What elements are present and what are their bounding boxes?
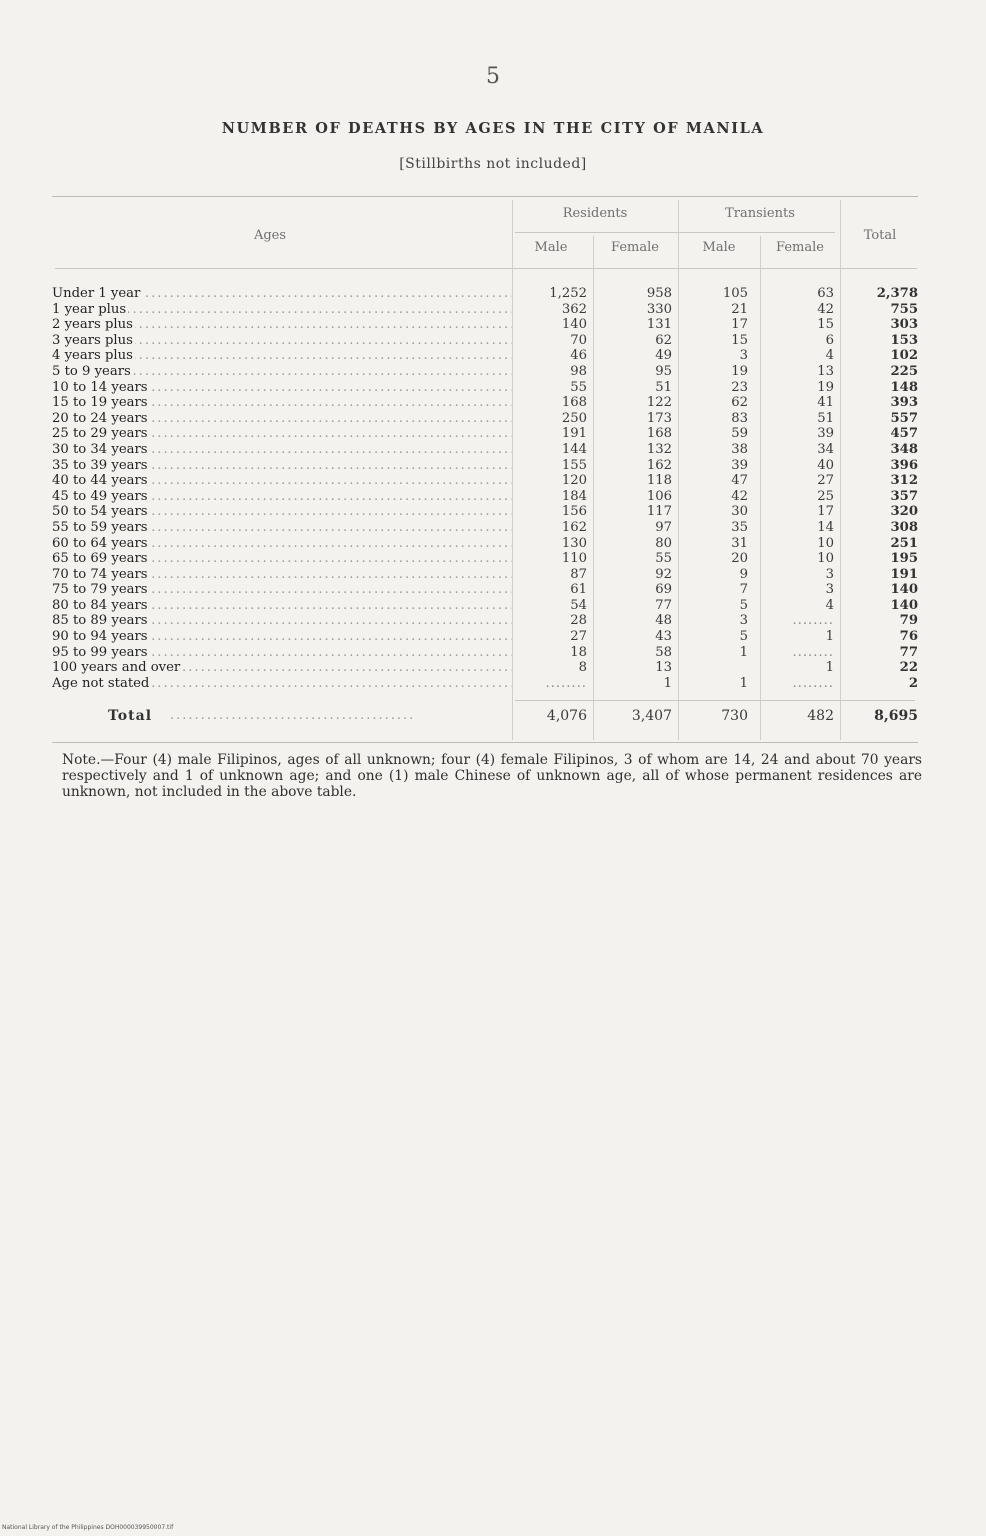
- table-row: [52, 660, 918, 676]
- residents-female-cell: 330: [646, 301, 672, 317]
- table-row: [52, 551, 918, 567]
- table-row: [52, 348, 918, 364]
- residents-male-cell: 155: [561, 457, 587, 473]
- age-cell: [52, 395, 512, 411]
- transients-female-cell: 14: [817, 519, 834, 535]
- residents-female-cell: 1: [663, 675, 672, 691]
- transients-female-cell: 41: [817, 395, 834, 411]
- residents-male-cell: 144: [561, 441, 587, 457]
- transients-male-cell: 30: [731, 504, 748, 520]
- header-residents-female: Female: [611, 240, 659, 255]
- header-residents: Residents: [562, 206, 628, 221]
- residents-female-cell: 62: [655, 332, 672, 348]
- transients-female-cell: 13: [817, 363, 834, 379]
- table-total-row: [52, 708, 918, 728]
- age-cell: [52, 551, 512, 567]
- row-total-cell: 308: [890, 519, 918, 535]
- age-cell: [52, 364, 512, 380]
- total-label: Total: [108, 708, 153, 724]
- scan-footer: National Library of the Philippines DOH000039950007.tif: [2, 1524, 174, 1531]
- row-total-cell: 393: [890, 395, 918, 411]
- row-total-cell: 22: [899, 660, 918, 676]
- row-total-cell: 312: [890, 473, 918, 489]
- header-ages: Ages: [253, 228, 287, 243]
- age-label: 65 to 69 years: [52, 551, 148, 567]
- table-row: [52, 411, 918, 427]
- transients-female-cell: 39: [817, 426, 834, 442]
- residents-female-cell: 168: [646, 426, 672, 442]
- transients-female-cell: ........: [792, 613, 834, 629]
- age-cell: [52, 317, 512, 333]
- transients-female-cell: 40: [817, 457, 834, 473]
- row-total-cell: 303: [890, 317, 918, 333]
- transients-female-cell: 1: [825, 629, 834, 645]
- transients-female-cell: 51: [817, 410, 834, 426]
- table-row: [52, 317, 918, 333]
- transients-female-cell: ........: [792, 644, 834, 660]
- table-row: [52, 442, 918, 458]
- transients-male-cell: 31: [731, 535, 748, 551]
- total-transients-male: 730: [721, 708, 748, 724]
- table-row: [52, 629, 918, 645]
- age-cell: [52, 458, 512, 474]
- row-total-cell: 348: [890, 441, 918, 457]
- age-cell: [52, 660, 512, 676]
- row-total-cell: 320: [890, 504, 918, 520]
- residents-male-cell: 120: [561, 473, 587, 489]
- residents-male-cell: 362: [561, 301, 587, 317]
- total-residents-male: 4,076: [546, 708, 587, 724]
- transients-female-cell: 17: [817, 504, 834, 520]
- transients-female-cell: 4: [825, 597, 834, 613]
- transients-female-cell: 3: [825, 582, 834, 598]
- transients-male-cell: 9: [739, 566, 748, 582]
- transients-male-cell: 7: [739, 582, 748, 598]
- transients-male-cell: 5: [739, 597, 748, 613]
- table-row: [52, 302, 918, 318]
- residents-male-cell: 98: [570, 363, 587, 379]
- transients-male-cell: 3: [739, 348, 748, 364]
- row-total-cell: 251: [890, 535, 918, 551]
- residents-female-cell: 122: [646, 395, 672, 411]
- transients-male-cell: 35: [731, 519, 748, 535]
- table-row: [52, 380, 918, 396]
- residents-male-cell: 61: [570, 582, 587, 598]
- residents-male-cell: 54: [570, 597, 587, 613]
- table-row: [52, 567, 918, 583]
- transients-male-cell: 1: [739, 644, 748, 660]
- row-total-cell: 148: [890, 379, 918, 395]
- transients-female-cell: 34: [817, 441, 834, 457]
- residents-male-cell: 110: [561, 551, 587, 567]
- row-total-cell: 153: [890, 332, 918, 348]
- age-cell: [52, 442, 512, 458]
- residents-female-cell: 49: [655, 348, 672, 364]
- leader-dots: ........................................: [170, 708, 416, 723]
- transients-female-cell: 63: [817, 286, 834, 301]
- age-cell: [52, 286, 512, 302]
- residents-female-cell: 92: [655, 566, 672, 582]
- header-total: Total: [863, 228, 897, 243]
- age-label: 90 to 94 years: [52, 629, 148, 645]
- age-label: 1 year plus: [52, 301, 127, 317]
- table-row: [52, 582, 918, 598]
- transients-male-cell: 62: [731, 395, 748, 411]
- age-cell: [52, 504, 512, 520]
- table-row: [52, 473, 918, 489]
- residents-male-cell: 168: [561, 395, 587, 411]
- age-label: 95 to 99 years: [52, 644, 148, 660]
- transients-male-cell: 105: [722, 286, 748, 301]
- residents-male-cell: 191: [561, 426, 587, 442]
- row-total-cell: 225: [890, 363, 918, 379]
- transients-male-cell: 20: [731, 551, 748, 567]
- table-row: [52, 676, 918, 692]
- total-rule: [515, 700, 915, 701]
- age-label: 15 to 19 years: [52, 395, 148, 411]
- table-row: [52, 426, 918, 442]
- table-row: [52, 536, 918, 552]
- residents-male-cell: 156: [561, 504, 587, 520]
- residents-female-cell: 132: [646, 441, 672, 457]
- total-residents-female: 3,407: [631, 708, 672, 724]
- row-total-cell: 102: [890, 348, 918, 364]
- transients-male-cell: 38: [731, 441, 748, 457]
- age-cell: [52, 473, 512, 489]
- transients-male-cell: 5: [739, 629, 748, 645]
- residents-male-cell: 55: [570, 379, 587, 395]
- residents-male-cell: 140: [561, 317, 587, 333]
- residents-female-cell: 106: [646, 488, 672, 504]
- transients-male-cell: 47: [731, 473, 748, 489]
- transients-male-cell: 83: [731, 410, 748, 426]
- transients-male-cell: 59: [731, 426, 748, 442]
- age-label: 30 to 34 years: [52, 441, 148, 457]
- age-label: 75 to 79 years: [52, 582, 148, 598]
- age-label: 100 years and over: [52, 660, 181, 676]
- age-label: 3 years plus: [52, 332, 133, 348]
- row-total-cell: 191: [890, 566, 918, 582]
- header-transients: Transients: [725, 206, 795, 221]
- table-row: [52, 333, 918, 349]
- residents-female-cell: 58: [655, 644, 672, 660]
- residents-female-cell: 80: [655, 535, 672, 551]
- transients-male-cell: 1: [739, 675, 748, 691]
- age-label: 80 to 84 years: [52, 597, 148, 613]
- transients-male-cell: 42: [731, 488, 748, 504]
- transients-female-cell: 15: [817, 317, 834, 333]
- transients-male-cell: 23: [731, 379, 748, 395]
- residents-male-cell: 130: [561, 535, 587, 551]
- residents-female-cell: 95: [655, 363, 672, 379]
- page-number: 5: [486, 64, 500, 89]
- header-transients-male: Male: [702, 240, 736, 255]
- age-cell: [52, 302, 512, 318]
- age-label: 2 years plus: [52, 317, 133, 333]
- row-total-cell: 457: [890, 426, 918, 442]
- age-cell: [52, 426, 512, 442]
- transients-female-cell: 4: [825, 348, 834, 364]
- table-row: [52, 645, 918, 661]
- table-row: [52, 395, 918, 411]
- row-total-cell: 2: [908, 675, 918, 691]
- residents-female-cell: 77: [655, 597, 672, 613]
- residents-male-cell: 46: [570, 348, 587, 364]
- transients-male-cell: 19: [731, 363, 748, 379]
- residents-male-cell: 27: [570, 629, 587, 645]
- age-cell: [52, 411, 512, 427]
- row-total-cell: 2,378: [876, 286, 918, 301]
- residents-female-cell: 958: [646, 286, 672, 301]
- table-row: [52, 458, 918, 474]
- age-cell: [52, 676, 512, 692]
- transients-female-cell: 6: [825, 332, 834, 348]
- table-row: [52, 598, 918, 614]
- age-label: 50 to 54 years: [52, 504, 148, 520]
- transients-female-cell: 19: [817, 379, 834, 395]
- transients-male-cell: 39: [731, 457, 748, 473]
- row-total-cell: 195: [890, 551, 918, 567]
- table-row: [52, 520, 918, 536]
- age-cell: [52, 567, 512, 583]
- residents-male-cell: ........: [545, 675, 587, 691]
- age-label: 60 to 64 years: [52, 535, 148, 551]
- age-cell: [52, 598, 512, 614]
- table-row: [52, 489, 918, 505]
- residents-male-cell: 28: [570, 613, 587, 629]
- age-label: 20 to 24 years: [52, 410, 148, 426]
- residents-female-cell: 55: [655, 551, 672, 567]
- table-note: Note.—Four (4) male Filipinos, ages of all unknown; four (4) female Filipinos, 3 of whom are 14, 24 and about 70 years respectively and 1 of unknown age; and one (1) male Chinese of unknown age, all of whose permanent residences are unknown, not included in the above table.: [62, 752, 922, 800]
- age-label: 5 to 9 years: [52, 363, 131, 379]
- total-grand: 8,695: [874, 708, 918, 724]
- table-row: [52, 286, 918, 302]
- header-bottom-rule: [55, 268, 917, 269]
- age-label: 70 to 74 years: [52, 566, 148, 582]
- age-label: Under 1 year: [52, 286, 141, 301]
- row-total-cell: 77: [899, 644, 918, 660]
- residents-female-cell: 13: [655, 660, 672, 676]
- table-body: [52, 286, 918, 691]
- age-cell: [52, 520, 512, 536]
- residents-male-cell: 184: [561, 488, 587, 504]
- transients-female-cell: 10: [817, 535, 834, 551]
- residents-female-cell: 97: [655, 519, 672, 535]
- row-total-cell: 76: [899, 629, 918, 645]
- total-transients-female: 482: [807, 708, 834, 724]
- residents-female-cell: 43: [655, 629, 672, 645]
- transients-female-cell: 25: [817, 488, 834, 504]
- transients-male-cell: 21: [731, 301, 748, 317]
- top-rule: [52, 196, 918, 197]
- residents-female-cell: 51: [655, 379, 672, 395]
- transients-male-cell: 15: [731, 332, 748, 348]
- residents-female-cell: 117: [646, 504, 672, 520]
- row-total-cell: 755: [890, 301, 918, 317]
- transients-male-cell: 3: [739, 613, 748, 629]
- age-cell: [52, 536, 512, 552]
- table-row: [52, 504, 918, 520]
- residents-male-cell: 87: [570, 566, 587, 582]
- age-label: 10 to 14 years: [52, 379, 148, 395]
- age-label: 45 to 49 years: [52, 488, 148, 504]
- transients-male-cell: 17: [731, 317, 748, 333]
- residents-female-cell: 162: [646, 457, 672, 473]
- table-row: [52, 613, 918, 629]
- residents-male-cell: 8: [578, 660, 587, 676]
- row-total-cell: 396: [890, 457, 918, 473]
- header-residents-male: Male: [534, 240, 568, 255]
- header-transients-female: Female: [776, 240, 824, 255]
- age-label: 55 to 59 years: [52, 519, 148, 535]
- age-label: 4 years plus: [52, 348, 133, 364]
- age-cell: [52, 582, 512, 598]
- age-cell: [52, 629, 512, 645]
- residents-female-cell: 173: [646, 410, 672, 426]
- residents-female-cell: 69: [655, 582, 672, 598]
- table-row: [52, 364, 918, 380]
- row-total-cell: 79: [899, 613, 918, 629]
- transients-female-cell: 27: [817, 473, 834, 489]
- page-title: NUMBER OF DEATHS BY AGES IN THE CITY OF MANILA: [221, 120, 765, 137]
- row-total-cell: 357: [890, 488, 918, 504]
- residents-male-cell: 162: [561, 519, 587, 535]
- transients-female-cell: 3: [825, 566, 834, 582]
- residents-male-cell: 250: [561, 410, 587, 426]
- transients-female-cell: 42: [817, 301, 834, 317]
- row-total-cell: 140: [890, 597, 918, 613]
- age-label: 25 to 29 years: [52, 426, 148, 442]
- age-cell: [52, 489, 512, 505]
- age-cell: [52, 348, 512, 364]
- transients-female-cell: ........: [792, 675, 834, 691]
- age-label: 85 to 89 years: [52, 613, 148, 629]
- age-label: Age not stated: [52, 675, 150, 691]
- header-subrule: [515, 232, 835, 233]
- age-label: 40 to 44 years: [52, 473, 148, 489]
- age-cell: [52, 333, 512, 349]
- age-cell: [52, 613, 512, 629]
- page-subtitle: [Stillbirths not included]: [399, 156, 587, 172]
- bottom-rule: [52, 742, 918, 743]
- residents-female-cell: 131: [646, 317, 672, 333]
- residents-female-cell: 48: [655, 613, 672, 629]
- transients-female-cell: 1: [825, 660, 834, 676]
- age-label: 35 to 39 years: [52, 457, 148, 473]
- row-total-cell: 557: [890, 410, 918, 426]
- residents-male-cell: 70: [570, 332, 587, 348]
- residents-female-cell: 118: [646, 473, 672, 489]
- residents-male-cell: 18: [570, 644, 587, 660]
- row-total-cell: 140: [890, 582, 918, 598]
- residents-male-cell: 1,252: [549, 286, 587, 301]
- transients-female-cell: 10: [817, 551, 834, 567]
- age-cell: [52, 380, 512, 396]
- age-cell: [52, 645, 512, 661]
